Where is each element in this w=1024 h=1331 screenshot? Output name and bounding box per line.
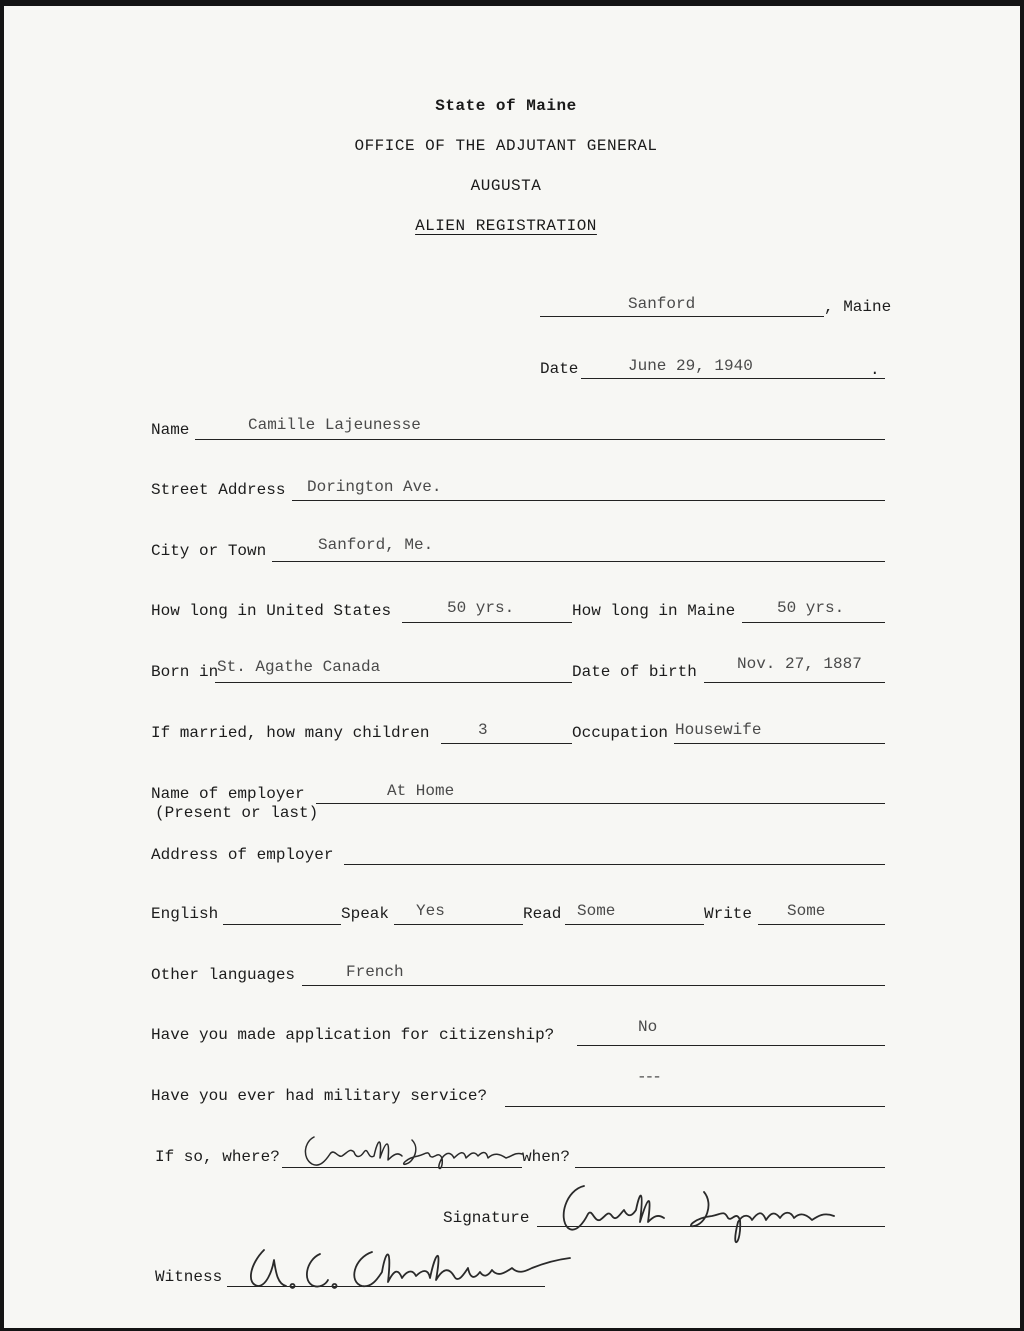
date-label: Date bbox=[540, 360, 579, 378]
maine-years-label: How long in Maine bbox=[572, 602, 736, 620]
other-languages-line bbox=[302, 985, 885, 986]
military-value: --- bbox=[637, 1068, 660, 1086]
witness-label: Witness bbox=[155, 1268, 223, 1286]
name-line bbox=[195, 439, 885, 440]
dob-line bbox=[704, 682, 885, 683]
when-label: when? bbox=[522, 1148, 571, 1166]
office-heading: OFFICE OF THE ADJUTANT GENERAL bbox=[354, 137, 658, 155]
signature-label: Signature bbox=[443, 1209, 530, 1227]
born-in-line bbox=[215, 682, 572, 683]
place-value: Sanford bbox=[628, 295, 696, 313]
us-years-line bbox=[402, 622, 572, 623]
date-value: June 29, 1940 bbox=[628, 357, 753, 375]
city-heading: AUGUSTA bbox=[470, 177, 542, 195]
street-label: Street Address bbox=[151, 481, 286, 499]
city-line bbox=[272, 561, 885, 562]
employer-value: At Home bbox=[387, 782, 455, 800]
children-label: If married, how many children bbox=[151, 724, 430, 742]
maine-years-value: 50 yrs. bbox=[777, 599, 845, 617]
born-in-value: St. Agathe Canada bbox=[217, 658, 381, 676]
when-line bbox=[575, 1167, 885, 1168]
read-line bbox=[565, 924, 704, 925]
place-line bbox=[540, 316, 824, 317]
occupation-line bbox=[674, 743, 885, 744]
citizenship-value: No bbox=[638, 1018, 658, 1036]
citizenship-line bbox=[577, 1045, 885, 1046]
write-value: Some bbox=[787, 902, 826, 920]
speak-line bbox=[394, 924, 523, 925]
occupation-label: Occupation bbox=[572, 724, 669, 742]
employer-sublabel: (Present or last) bbox=[155, 804, 319, 822]
english-label: English bbox=[151, 905, 219, 923]
street-value: Dorington Ave. bbox=[307, 478, 442, 496]
read-value: Some bbox=[577, 902, 616, 920]
children-line bbox=[441, 743, 572, 744]
us-years-value: 50 yrs. bbox=[447, 599, 515, 617]
state-heading: State of Maine bbox=[435, 97, 577, 115]
place-suffix: , Maine bbox=[824, 298, 892, 316]
read-label: Read bbox=[523, 905, 562, 923]
city-label: City or Town bbox=[151, 542, 267, 560]
other-languages-value: French bbox=[346, 963, 404, 981]
dob-value: Nov. 27, 1887 bbox=[737, 655, 862, 673]
date-line bbox=[581, 378, 885, 379]
employer-address-line bbox=[344, 864, 885, 865]
dob-label: Date of birth bbox=[572, 663, 697, 681]
street-line bbox=[292, 500, 885, 501]
employer-line bbox=[316, 803, 885, 804]
signature-graphic bbox=[544, 1178, 854, 1258]
witness-signature bbox=[236, 1238, 576, 1300]
english-line bbox=[223, 924, 341, 925]
military-line bbox=[505, 1106, 885, 1107]
form-page bbox=[4, 6, 1020, 1328]
maine-years-line bbox=[742, 622, 885, 623]
us-years-label: How long in United States bbox=[151, 602, 392, 620]
born-in-label: Born in bbox=[151, 663, 219, 681]
name-label: Name bbox=[151, 421, 190, 439]
where-signature bbox=[294, 1128, 526, 1174]
write-label: Write bbox=[704, 905, 753, 923]
where-label: If so, where? bbox=[155, 1148, 280, 1166]
city-value: Sanford, Me. bbox=[318, 536, 434, 554]
military-label: Have you ever had military service? bbox=[151, 1087, 488, 1105]
citizenship-label: Have you made application for citizenship? bbox=[151, 1026, 555, 1044]
speak-label: Speak bbox=[341, 905, 390, 923]
write-line bbox=[758, 924, 885, 925]
employer-address-label: Address of employer bbox=[151, 846, 334, 864]
employer-label: Name of employer bbox=[151, 785, 305, 803]
speak-value: Yes bbox=[416, 902, 445, 920]
name-value: Camille Lajeunesse bbox=[248, 416, 421, 434]
form-title: ALIEN REGISTRATION bbox=[415, 217, 597, 235]
children-value: 3 bbox=[478, 721, 488, 739]
date-end: . bbox=[870, 361, 880, 379]
other-languages-label: Other languages bbox=[151, 966, 296, 984]
occupation-value: Housewife bbox=[675, 721, 762, 739]
